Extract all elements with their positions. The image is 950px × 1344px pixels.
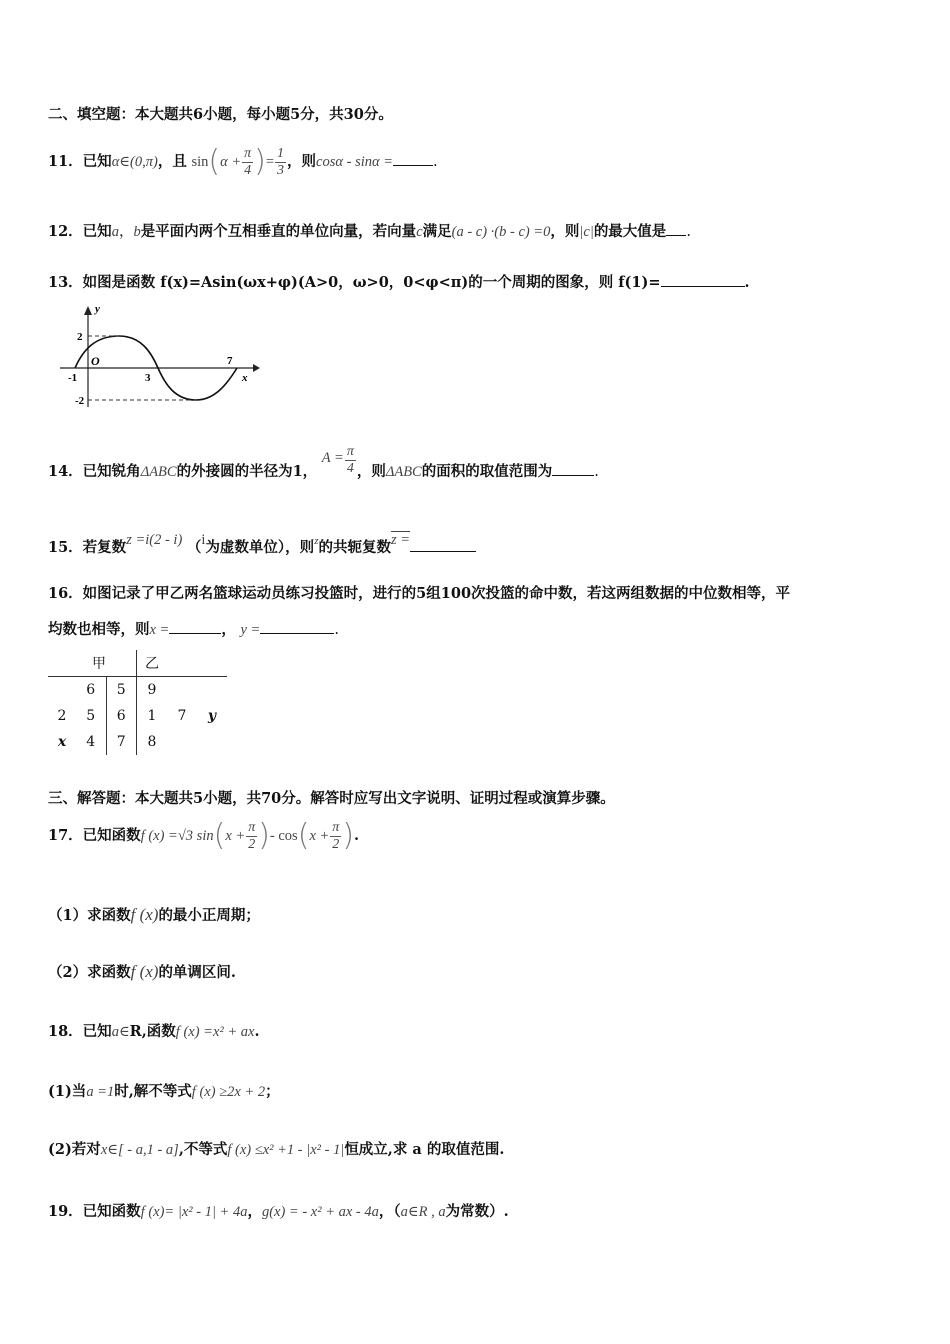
- q16-line2a: 均数也相等，则: [48, 621, 150, 638]
- q14-num: 14．已知锐角: [48, 463, 141, 480]
- tick-2: 2: [77, 331, 83, 343]
- q11-end: .: [433, 154, 438, 170]
- q13-end: .: [744, 274, 750, 291]
- q19-paren: ，（: [378, 1203, 401, 1220]
- q15-text1: 为虚数单位），则: [205, 539, 315, 556]
- stem-row: 2 5 6 1 7 y: [48, 703, 227, 729]
- q11-blank[interactable]: [393, 151, 433, 166]
- q19-num: 19．已知函数: [48, 1203, 141, 1220]
- q16-x-eq: x =: [149, 622, 170, 638]
- q12-absc: |c|: [579, 224, 594, 240]
- q12-num: 12．已知: [48, 223, 112, 240]
- origin-label: O: [91, 354, 100, 368]
- question-16-line1: 16．如图记录了甲乙两名篮球运动员练习投篮时，进行的5组100次投篮的命中数，若这两组数据的中位数相等，平: [48, 585, 791, 602]
- q18-R: R: [129, 1023, 142, 1040]
- section-3-heading: 三、解答题：本大题共5小题，共70分。解答时应写出文字说明、证明过程或演算步骤。: [48, 790, 615, 807]
- q18-p2c: 恒成立,求 a 的取值范围.: [344, 1141, 505, 1158]
- tick-7: 7: [227, 355, 233, 367]
- q18-func: ,函数: [141, 1023, 176, 1040]
- question-19: [48, 1200, 509, 1221]
- q12-sep: ，: [118, 224, 134, 240]
- q12-text3: ，则: [550, 223, 580, 240]
- x-axis-arrow: [253, 364, 260, 372]
- q16-y-eq: y =: [240, 622, 261, 638]
- tick-3: 3: [145, 372, 151, 384]
- q17-minus-cos: - cos: [269, 828, 298, 844]
- q12-a: a: [111, 224, 119, 240]
- q17-part2: [48, 961, 236, 982]
- question-14: [48, 444, 599, 488]
- q12-b: b: [133, 224, 141, 240]
- q17-inner2: x +: [309, 828, 330, 844]
- q17-p2b: 的单调区间.: [158, 964, 236, 981]
- q18-part1: [48, 1080, 280, 1101]
- q18-num: 18．已知: [48, 1023, 112, 1040]
- q11-pi-over-4: $\frac{\pi}{4}$: [244, 145, 252, 178]
- q15-blank[interactable]: [410, 537, 476, 552]
- q11-qie: ，且: [157, 153, 187, 170]
- question-13: [48, 271, 750, 292]
- q15-z: z: [314, 535, 319, 547]
- q11-eq: =: [265, 154, 275, 170]
- stem-head-left: 甲: [92, 656, 106, 672]
- q18-ineq1: f (x) ≥2x + 2: [191, 1084, 266, 1100]
- q18-p1b: 时,解不等式: [114, 1083, 192, 1100]
- q11-expr: cosα - sinα =: [316, 154, 394, 170]
- q12-text1: 是平面内两个互相垂直的单位向量，若向量: [140, 223, 417, 240]
- q14-A-eq: A =: [321, 450, 344, 466]
- q18-p1a: (1)当: [48, 1083, 87, 1100]
- question-16-line2: [48, 618, 339, 639]
- q14-text2: ，则: [356, 463, 386, 480]
- question-15: [48, 528, 476, 556]
- stem-row: 6 5 9: [48, 677, 227, 704]
- q17-p2f: f (x): [130, 962, 159, 981]
- stem-header-row: [48, 650, 227, 677]
- section-2-heading: 二、填空题：本大题共6小题，每小题5分，共30分。: [48, 106, 393, 123]
- q17-end: .: [354, 827, 360, 844]
- stem-leaf-table: [48, 650, 227, 755]
- q11-alpha-in: α∈(0,π): [111, 154, 158, 170]
- q18-p2a: (2)若对: [48, 1141, 101, 1158]
- sine-graph: [55, 302, 265, 414]
- q15-i: i: [201, 532, 206, 548]
- q17-num: 17．已知函数: [48, 827, 141, 844]
- q12-blank[interactable]: [666, 221, 686, 236]
- q19-gx: g(x) = - x² + ax - 4a: [261, 1204, 379, 1220]
- q19-text: 为常数）.: [445, 1203, 509, 1220]
- q15-paren: （: [186, 539, 202, 556]
- tick-neg2: -2: [75, 395, 85, 407]
- q15-zbar: z =: [390, 532, 411, 548]
- question-12: [48, 220, 691, 241]
- q17-fx: f (x) =√3 sin: [140, 828, 214, 844]
- q16-end: .: [334, 622, 339, 638]
- q12-c: c: [416, 224, 423, 240]
- stem-row: x 4 7 8: [48, 729, 227, 755]
- q17-inner1: x +: [225, 828, 246, 844]
- q18-p1c: ；: [265, 1083, 280, 1100]
- q12-text4: 的最大值是: [593, 223, 667, 240]
- q15-text2: 的共轭复数: [318, 539, 391, 556]
- q14-text3: 的面积的取值范围为: [421, 463, 553, 480]
- q11-alpha-plus: α +: [220, 154, 242, 170]
- x-label: x: [242, 372, 248, 384]
- q11-sin: sin: [191, 154, 209, 170]
- y-label: y: [95, 303, 100, 315]
- q15-z-eq: z =i(2 - i): [126, 532, 183, 548]
- q14-tri: ΔABC: [140, 464, 177, 480]
- q17-p2a: （2）求函数: [48, 964, 131, 981]
- q12-text2: 满足: [422, 223, 452, 240]
- q18-p2b: ,不等式: [178, 1141, 228, 1158]
- question-18: [48, 1020, 260, 1041]
- stem-head-right: 乙: [137, 650, 168, 677]
- q14-tri-2: ΔABC: [385, 464, 422, 480]
- q17-p1f: f (x): [130, 905, 159, 924]
- q15-num: 15．若复数: [48, 539, 127, 556]
- q17-part1: [48, 904, 260, 925]
- q11-num: 11．已知: [48, 153, 112, 170]
- q19-comma: ，: [247, 1203, 262, 1220]
- question-17: 17．已知函数f (x) =√3 sin(x + $\frac{\pi}{2}$ )- cos(x + $\frac{\pi}{2}$ ).: [48, 818, 360, 853]
- q18-ineq2: f (x) ≤x² +1 - |x² - 1|: [227, 1142, 345, 1158]
- q17-p1b: 的最小正周期；: [158, 907, 260, 924]
- q16-comma: ，: [221, 621, 236, 638]
- q12-cond: (a - c) ·(b - c) =0: [451, 224, 551, 240]
- q18-fx: f (x) =x² + ax: [175, 1024, 255, 1040]
- tick-neg1: -1: [68, 372, 78, 384]
- q13-text: 13．如图是函数 f(x)=Asin(ωx+φ)(A>0，ω>0，0<φ<π)的一个周期的图象，则 f(1)=: [48, 274, 661, 291]
- q18-end: .: [254, 1023, 260, 1040]
- q14-pi-over-4: $\frac{\pi}{4}$: [346, 444, 354, 476]
- q17-pi-over-2-b: $\frac{\pi}{2}$: [332, 819, 340, 852]
- question-11: 11．已知α∈(0,π)，且 sin(α + $\frac{\pi}{4}$ )= $\frac{1}{3}$ ，则cosα - sinα = .: [48, 144, 438, 179]
- q19-fx: f (x)= |x² - 1| + 4a: [140, 1204, 248, 1220]
- q18-a-in: a∈: [111, 1024, 130, 1040]
- q19-aR: a∈R , a: [400, 1204, 446, 1220]
- q14-end: .: [594, 464, 599, 480]
- q18-a1: a =1: [86, 1084, 115, 1100]
- y-axis-arrow: [84, 306, 92, 315]
- q17-p1a: （1）求函数: [48, 907, 131, 924]
- q12-end: .: [686, 224, 691, 240]
- q16-x-blank[interactable]: [169, 619, 221, 634]
- q16-y-blank[interactable]: [260, 619, 334, 634]
- q13-blank[interactable]: [661, 272, 745, 287]
- q14-text1: 的外接圆的半径为1，: [176, 463, 318, 480]
- q18-part2: [48, 1138, 504, 1159]
- q18-xin: x∈[ - a,1 - a]: [100, 1142, 179, 1158]
- q11-one-third: $\frac{1}{3}$: [277, 145, 285, 178]
- q17-pi-over-2-a: $\frac{\pi}{2}$: [248, 819, 256, 852]
- q11-ze: ，则: [287, 153, 317, 170]
- q14-blank[interactable]: [552, 461, 594, 476]
